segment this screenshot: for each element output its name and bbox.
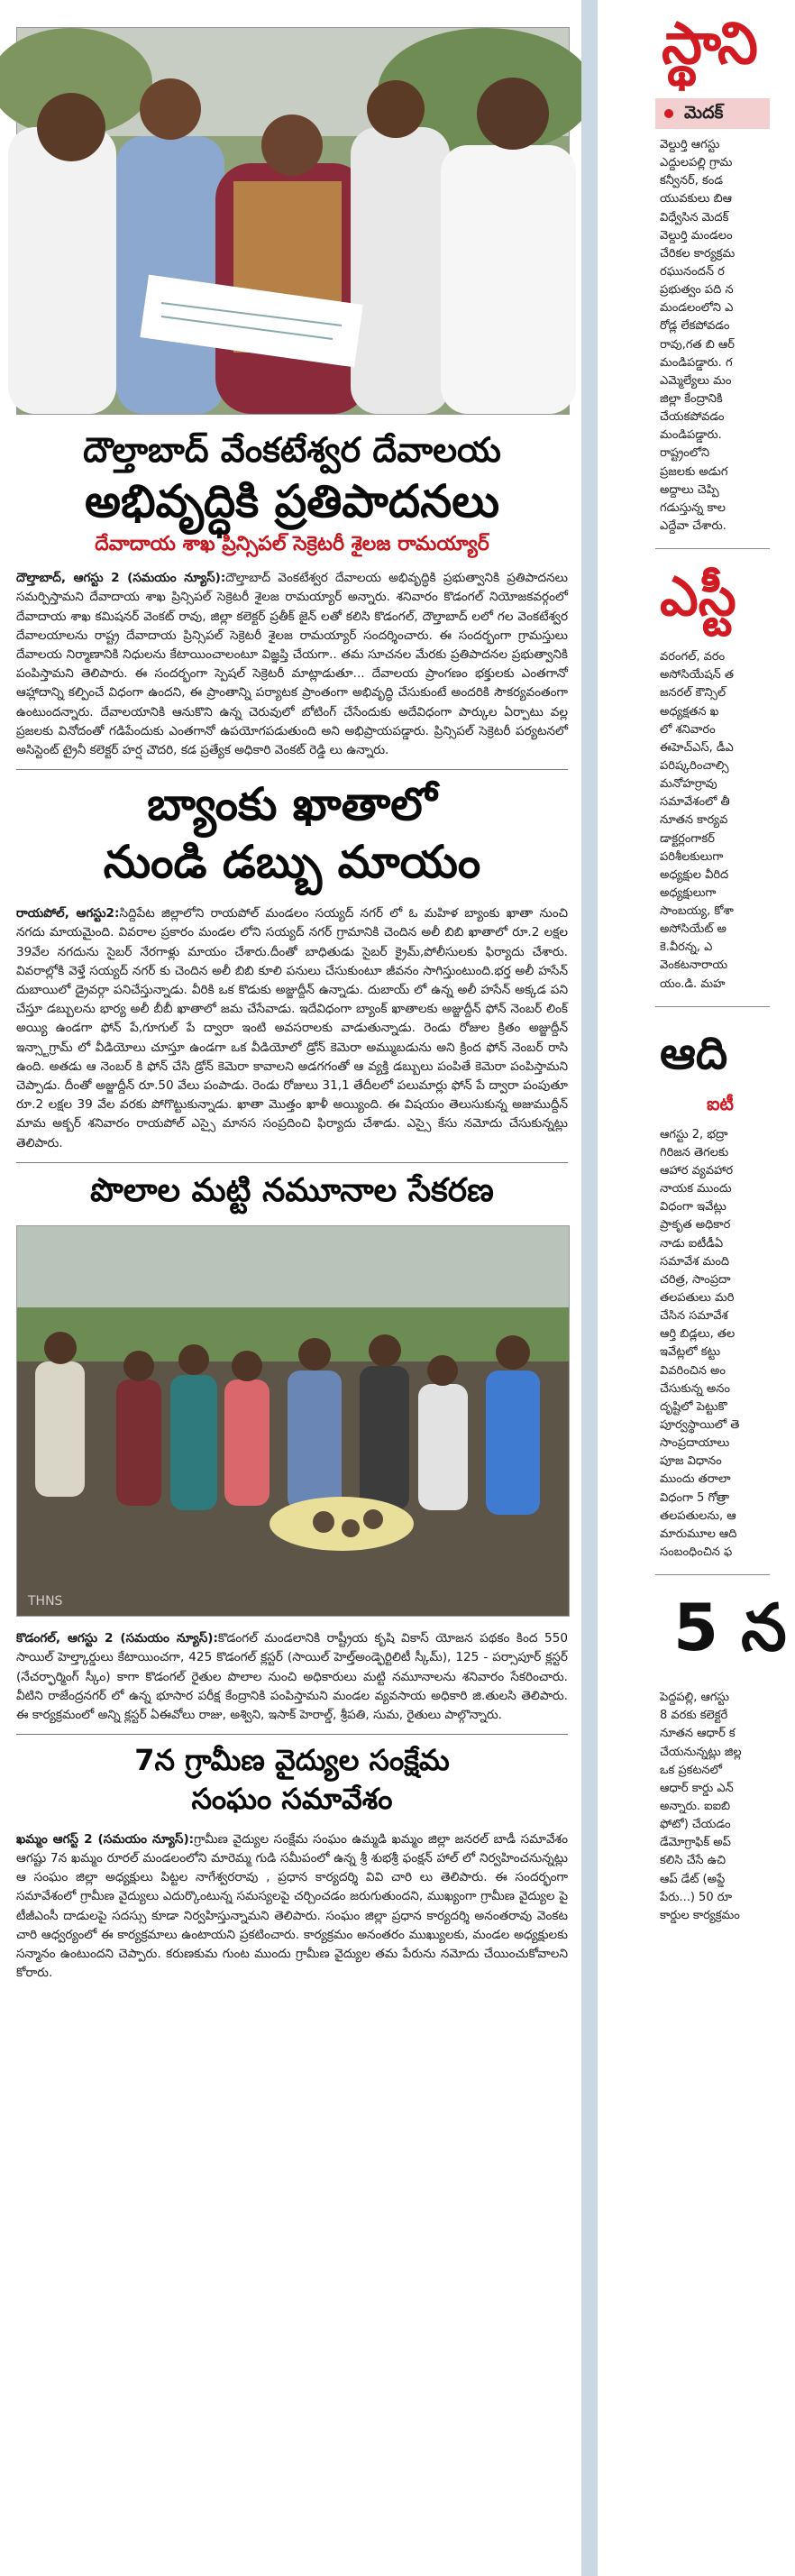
article3-dateline: కొడంగల్, ఆగస్టు 2 (సమయం న్యూస్): — [16, 1631, 218, 1646]
article1-headline-line2: అభివృద్ధికి ప్రతిపాదనలు — [84, 474, 499, 527]
article2-headline-line2: నుండి డబ్బు మాయం — [103, 835, 481, 888]
column-separator — [581, 0, 598, 2576]
temple-visit-illustration — [17, 28, 569, 414]
divider — [16, 769, 568, 770]
divider — [655, 1574, 770, 1575]
soil-sampling-illustration — [17, 1226, 569, 1616]
right-headline-4: 5 న — [673, 1590, 787, 1666]
article3-headline: పొలాల మట్టి నమూనాల సేకరణ — [90, 1171, 494, 1209]
right-subhead-text: మెదక్ — [684, 103, 724, 123]
right-column — [606, 0, 787, 2576]
right-text-4: పెద్దపల్లి, ఆగస్టు 8 వరకు కలెక్టరే నూతన ఆధార్ క చేయనున్నట్లు జిల్ల ఒక ప్రకటనలో ఆధార్ కార్డు ఎన్ అన్నారు. ఐఐబి ఫోటో) చేయడం డేమోగ్రాఫిక్ అప్ కలిసి చేసే ఉచి ఆప్ డేట్ (అప్డే పేరు...) 50 రూ కార్డుల కార్యక్రమం — [660, 1691, 742, 1922]
left-column — [16, 27, 568, 1983]
article3-body — [16, 1629, 568, 1725]
article4-text: గ్రామీణ వైద్యుల సంక్షేమ సంఘం ఉమ్మడి ఖమ్మం జిల్లా జనరల్ బాడీ సమావేశం ఆగష్టు 7న ఖమ్మం రూరల్ మండలంలోని మారెమ్మ గుడి సమీపంలో ఉన్న శ్రీ శుభశ్రీ ఫంక్షన్ హాల్ లో నిర్వహించనున్నట్లు ఆ సంఘం జిల్లా అధ్యక్షులు పిట్టల నాగేశ్వరరావు , ప్రధాన కార్యదర్శి వివి చారి లు తెలిపారు. ఈ సందర్భంగా సమావేశంలో గ్రామీణ వైద్యులు ఎదుర్కొంటున్న సమస్యలపై చర్చించడం జరుగుతుందని, ముఖ్యంగా గ్రామీణ వైద్యుల పై టీజీఎంసీ దాడులపై సదస్సు కూడా నిర్వహిస్తున్నామని తెలిపారు. సంఘం జిల్లా ప్రధాన కార్యదర్శి అనంతరావు వెంకట చారి ఆధ్వర్యంలో ఈ కార్యక్రమాలు ఉంటాయని ప్రకటించారు. కార్యక్రమం అనంతరం ముఖ్యులకు, మండల అధ్యక్షులకు సన్మానం ఉంటుందని చెప్పారు. కరుణకుమ గుంట ముందు గ్రామీణ వైద్యుల తమ పేరును నమోదు చేయించుకోవాలని కోరారు. — [16, 1831, 568, 1981]
article2-dateline: రాయపోల్, ఆగస్టు2: — [16, 906, 120, 921]
divider — [16, 1734, 568, 1735]
article1-headline-line1: దౌల్తాబాద్ వేంకటేశ్వర దేవాలయ — [83, 430, 501, 470]
divider — [655, 548, 770, 549]
article1-text: దౌల్తాబాద్ వెంకటేశ్వర దేవాలయ అభివృద్ధికి ప్రభుత్వానికి ప్రతిపాదనలు సమర్పిస్తామని దేవాదాయ శాఖ ప్రిన్సిపల్ సెక్రెటరీ శైలజ రామయ్యార్ అన్నారు. శనివారం కొడంగల్ నియోజకవర్గంలో దేవాదాయ శాఖ కమిషనర్ వెంకట్ రావు, జిల్లా కలెక్టర్ ప్రతీక్ జైన్ లతో కలిసి కొడంగల్, దౌల్తాబాద్ లలో గల వెంకటేశ్వర దేవాలయాలను రాష్ట్ర దేవాదాయ ప్రిన్సిపల్ సెక్రెటరీ శైలజ రామయ్యార్ సందర్శించారు. ఈ సందర్భంగా గ్రామస్తులు దేవాలయ నిర్మాణానికి నిధులను కేటాయించాలంటూ విజ్ఞప్తి చేయగా.. తమ సూచనల మేరకు ప్రతిపాదనల ప్రభుత్వానికి పంపిస్తామని తెలిపారు. ఈ సందర్భంగా స్పెషల్ సెక్రెటరీ మాట్లాడుతూ... దేవాలయ ప్రాంగణం భక్తులకు ఎంతగానో ఆహ్లాదాన్ని కల్పించే విధంగా ఉందని, ఈ ప్రాంతాన్ని పర్యాటక ప్రాంతంగా అభివృద్ధి చేసుకుంటే అందరికి సౌకర్యవంతంగా ఉంటుందన్నారు. దేవాలయానికి ఆనుకొని ఉన్న చెరువులో బోటింగ్ చేసేందుకు అదేవిధంగా పార్కుల ఏర్పాటు వల్ల ప్రజలకు వినోదంతో గడిపేందుకు ఎంతగానో ఉపయోగపడుతుంది అని అభిప్రాయపడ్డారు. ప్రిన్సిపల్ సెక్రెటరీ పర్యటనలో అసిస్టెంట్ ట్రైనీ కలెక్టర్ హర్ష చౌదరి, కడ ప్రత్యేక అధికారి వెంకట్ రెడ్డి లు ఉన్నారు. — [16, 571, 568, 758]
article1-body — [16, 569, 568, 760]
article4-headline-line1: 7న గ్రామీణ వైద్యుల సంక్షేమ — [134, 1743, 450, 1778]
right-headline-1: స్థాని — [662, 11, 756, 78]
article2-body — [16, 904, 568, 1153]
article4-body — [16, 1830, 568, 1984]
photo-watermark: THNS — [28, 1594, 63, 1609]
temple-visit-photo — [16, 27, 570, 415]
article2-headline-line1: బ్యాంకు ఖాతాలో — [147, 778, 437, 831]
article4-headline-line2: సంఘం సమావేశం — [191, 1782, 393, 1817]
article3-text: కొడంగల్ మండలానికి రాష్ట్రీయ కృషి వికాస్ యోజన పథకం కింద 550 సాయిల్ హెల్త్కార్డులు కేటాయించగా, 425 కొడంగల్ క్లస్టర్ (సాయిల్ హెల్త్అండ్ఫెర్టిలిటీ స్కీమ్), 125 - పర్సాపూర్ క్లస్టర్ (నేచర్ఫార్మింగ్ స్కీం) కాగా కొడంగల్ రైతుల పొలాల నుంచి అధికారులు మట్టి నమూనాలను శనివారం సేకరించారు. వీటిని రాజేంద్రనగర్ లో ఉన్న భూసార పరీక్ష కేంద్రానికి పంపిస్తామని మండల వ్యవసాయ అధికారి జి.తులసి తెలిపారు. ఈ కార్యక్రమంలో అన్ని క్లస్టర్ ఏఈవోలు రాజు, అశ్విని, ఇసాక్ హెరాల్డ్, శ్రీపతి, సుమ, రైతులు పాల్గొన్నారు. — [16, 1631, 568, 1723]
right-text-2: వరంగల్, వరం అసోసియేషన్ త జనరల్ కౌన్సిల్ అధ్యక్షతన ఖ లో శనివారం ఈహెచ్ఎస్, డీఎ పరిష్కరించాల్సి మనోహర్రావు సమావేశంలో తీ నూతన కార్యవ డాక్టర్లంగాకర్ పరిశీలకులుగా అధ్యక్షుల వీరిద అధ్యక్షులుగా సాంబయ్య, కోశా అసోసియేట్ అ కె.వీరన్న, ఎ వెంకటనారాయ యం.డి. మహ — [660, 650, 734, 991]
divider — [16, 1162, 568, 1163]
right-text-3: ఆగస్టు 2, భద్రా గిరిజన తెగలకు ఆహార వ్యవహార నాయక ముందు విధంగా ఇవేట్లు ప్రాకృత అధికార నాడు ఐటీడీఏ సమావేశ మంది చరిత్ర, సాంప్రదా తలపతులు మరి చేసిన సమావేశ ఆర్తి బిడ్లలు, తల ఇవేట్లలో కట్టు వివరించిన అం చేసుకున్న అనం దృష్టిలో పెట్టుకొ పూర్వస్థాయిలో తె సాంప్రదాయాలు పూజ విధానం ముందు తరాలా విధంగా 5 గోత్రా తలపతులను, ఆ మారుమూల ఆది సంబంధించిన ఫ — [660, 1127, 740, 1559]
right-headline-3: ఆది — [660, 1026, 728, 1079]
right-subheadline-3: ఐటీ — [707, 1092, 734, 1114]
article2-text: సిద్దిపేట జిల్లాలోని రాయపోల్ మండలం సయ్యద్ నగర్ లో ఓ మహిళ బ్యాంకు ఖాతా నుంచి నగదు మాయమైంది. వివరాల ప్రకారం మండల లోని సయ్యద్ నగర్ గ్రామానికి చెందిన అలీ బిబి ఖాతాలో రూ.2 లక్షల 39వేల నగదును సైబర్ నేరగాళ్లు మాయం చేశారు.దీంతో బాధితుడు సైబర్ క్రైమ్,పోలీసులకు ఫిర్యాదు చేశారు. వివరాల్లోకి వెళ్తే సయ్యద్ నగర్ కు చెందిన అలీ బిబి కూలి పనులు చేసుకుంటూ జీవనం సాగిస్తుంటుంది.భర్త అలీ హసేన్ దుబాయిలో డ్రైవర్గా పనిచేస్తున్నాడు. వీరికి ఒక కొడుకు అజ్జుద్దీన్ ఉన్నాడు. దుబాయ్ లో ఉన్న అలీ హసేన్ అక్కడ పని చేస్తూ డబ్బులను భార్య అలీ బీబీ ఖాతాలో జమ చేసేవాడు. ఇదేవిధంగా బ్యాంక్ ఖాతాలకు అజ్జుద్దీన్ ఫోన్ నెంబర్ లింక్ అయ్యి ఉండగా ఫోన్ పే,గూగుల్ పే ద్వారా ఇంటి అవసరాలకు వాడుతున్నాడు. రెండు రోజుల క్రితం అజ్జుద్దీన్ ఇన్స్టాగ్రామ్ లో వీడియోలు చూస్తూ ఉండగా ఒక వీడియోలో డ్రోన్ కెమెరా అమ్ముబడును అని క్రింద ఫోన్ నెంబర్ రాసి ఉంది. అతడు ఆ నెంబర్ కి ఫోన్ చేసి డ్రోన్ కెమెరా కావాలని అడగగంతో ఆ వ్యక్తి డబ్బులు పంపితే కెమెరా పంపిస్తామని చెప్పాడు. దీంతో అజ్జుద్దీన్ రూ.50 వేలు పంపాడు. రెండు రోజులు 31,1 తేదీలలో పలుమార్లు ఫోన్ పే ద్వారా పంపుతూ రూ.2 లక్షల 39 వేల వరకు పోగొట్టుకున్నాడు. ఖాతా మొత్తం ఖాళీ అయ్యింది. ఈ విషయం తెలుసుకున్న అజుముద్దీన్ మామ అక్బర్ శనివారం రాయపోల్ ఎస్సై మానస సంప్రదించి ఫిర్యాదు చేశాడు. ఎస్సై కేసు నమోదు చేసుకున్నట్లు తెలిపారు. — [16, 906, 569, 1150]
right-headline-2: ఎస్టీ — [660, 565, 736, 629]
divider — [655, 1006, 770, 1007]
bullet-icon — [664, 109, 673, 118]
article1-dateline: దౌల్తాబాద్, ఆగస్టు 2 (సమయం న్యూస్): — [16, 571, 226, 586]
article4-dateline: ఖమ్మం ఆగస్ట్ 2 (సమయం న్యూస్): — [16, 1831, 195, 1847]
article1-subheadline: దేవాదాయ శాఖ ప్రిన్సిపల్ సెక్రెటరీ శైలజ రామయ్యార్ — [95, 533, 489, 556]
soil-sampling-photo — [16, 1225, 570, 1617]
right-text-1: వెల్దుర్తి ఆగస్టు ఎద్దులపల్లి గ్రామ కన్వీనర్, కండ యువకులు బిఆ విధ్వేసిన మెదక్ వెల్దుర్తి మండలం చేరికల కార్యక్రమ రఘునందన్ ర ప్రభుత్వం పది న మండలంలోని ఎ రోడ్ల లేకపోవడం రావు,గత బి ఆర్ మండిపడ్డారు. గ ఎమ్మెల్యేలు మం జిల్లా కేంద్రానికి చేయకపోవడం మండిపడ్డారు. రాష్ట్రంలోని ప్రజలకు అడుగ అద్దాలు చెప్పి గడుస్తున్న కాల ఎద్దేవా చేశారు. — [660, 138, 736, 533]
right-subhead-bar — [655, 98, 770, 129]
